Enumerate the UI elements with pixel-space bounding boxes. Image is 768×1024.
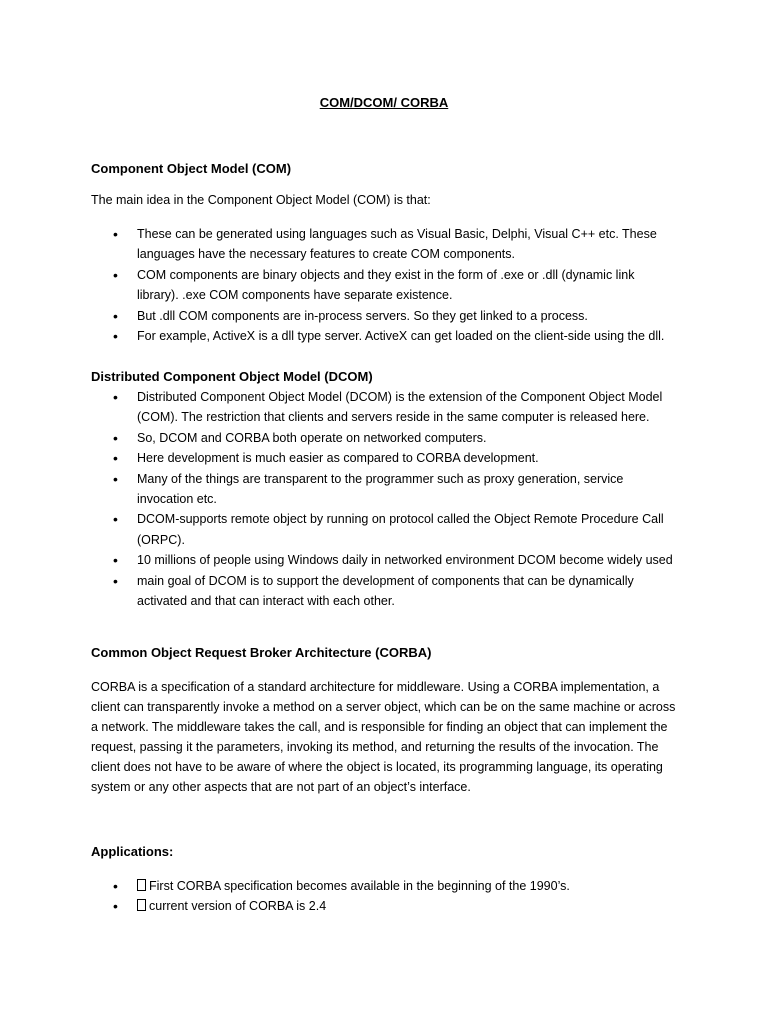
- list-item: • 10 millions of people using Windows daily in networked environment DCOM become widely used: [0, 550, 677, 570]
- dcom-bullet-list: [0, 387, 768, 611]
- list-item: • These can be generated using languages such as Visual Basic, Delphi, Visual C++ etc. These languages have the necessary features to create COM components.: [0, 224, 677, 265]
- com-bullet-list: [0, 224, 768, 346]
- corba-heading: Common Object Request Broker Architecture (CORBA): [91, 645, 432, 660]
- applications-bullet-list: [0, 876, 768, 917]
- list-item: [0, 876, 677, 896]
- list-item-text: current version of CORBA is 2.4: [149, 899, 327, 914]
- list-item: • For example, ActiveX is a dll type server. ActiveX can get loaded on the client-side using the dll.: [0, 326, 677, 346]
- list-item: [0, 896, 677, 916]
- list-item: • Here development is much easier as compared to CORBA development.: [0, 448, 677, 468]
- com-heading: Component Object Model (COM): [91, 161, 292, 176]
- list-item: • COM components are binary objects and they exist in the form of .exe or .dll (dynamic link library). .exe COM components have separate existence.: [0, 265, 677, 306]
- applications-heading: Applications:: [91, 844, 174, 859]
- list-item: • DCOM-supports remote object by running on protocol called the Object Remote Procedure Call (ORPC).: [0, 509, 677, 550]
- list-item: • So, DCOM and CORBA both operate on networked computers.: [0, 428, 677, 448]
- list-item: • main goal of DCOM is to support the development of components that can be dynamically activated and that can interact with each other.: [0, 571, 677, 612]
- com-intro: The main idea in the Component Object Model (COM) is that:: [91, 193, 431, 207]
- corba-paragraph: CORBA is a specification of a standard architecture for middleware. Using a CORBA implementation, a client can transparently invoke a method on a server object, which can be on the same machine or across a network. The middleware takes the call, and is responsible for finding an object that can implement the request, passing it the parameters, invoking its method, and returning the results of the invocation. The client does not have to be aware of where the object is located, its programming language, its operating system or any other aspects that are not part of an object’s interface.: [91, 680, 676, 794]
- box-glyph-icon: [137, 879, 146, 891]
- box-glyph-icon: [137, 899, 146, 911]
- dcom-heading: Distributed Component Object Model (DCOM): [91, 369, 373, 384]
- document-title: COM/DCOM/ CORBA: [319, 95, 449, 110]
- list-item: • Distributed Component Object Model (DCOM) is the extension of the Component Object Model (COM). The restriction that clients and servers reside in the same computer is released here.: [0, 387, 677, 428]
- list-item: • Many of the things are transparent to the programmer such as proxy generation, service invocation etc.: [0, 469, 677, 510]
- list-item-text: First CORBA specification becomes available in the beginning of the 1990’s.: [149, 879, 570, 893]
- list-item: • But .dll COM components are in-process servers. So they get linked to a process.: [0, 306, 677, 326]
